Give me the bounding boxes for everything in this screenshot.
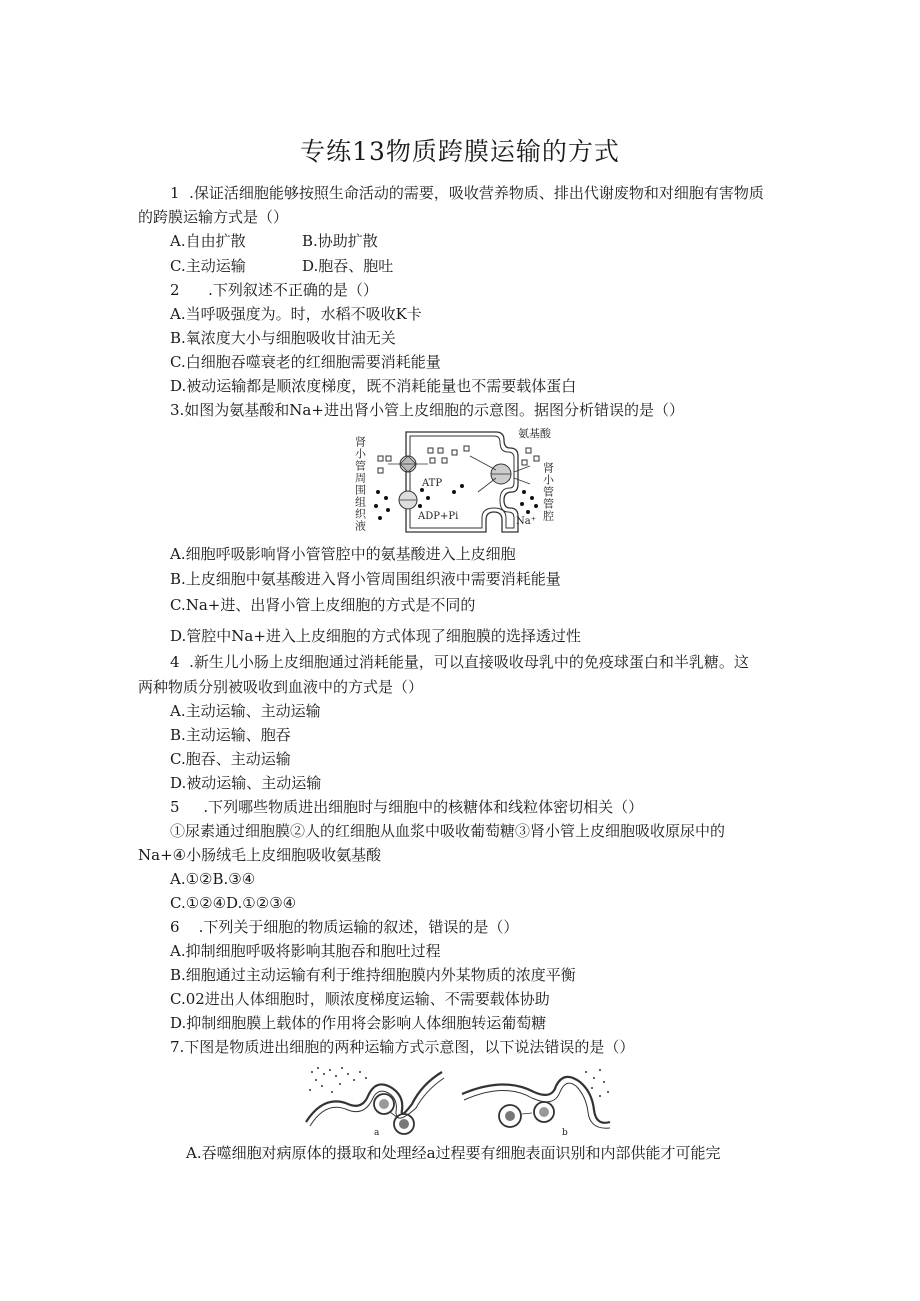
q4-option-c: C.胞吞、主动运输 [170,750,291,768]
q3-stem: 3.如图为氨基酸和Na+进出肾小管上皮细胞的示意图。据图分析错误的是（） [170,401,684,419]
q2-option-d: D.被动运输都是顺浓度梯度，既不消耗能量也不需要载体蛋白 [170,377,577,395]
endocytosis-exocytosis-figure [304,1064,616,1136]
q3-option-a: A.细胞呼吸影响肾小管管腔中的氨基酸进入上皮细胞 [170,545,516,563]
q5-options-ab: A.①②B.③④ [170,870,256,888]
q1-stem-line-1: 1 .保证活细胞能够按照生命活动的需要，吸收营养物质、排出代谢废物和对细胞有害物质 [170,184,764,202]
q4-option-b: B.主动运输、胞吞 [170,726,291,744]
q4-option-d: D.被动运输、主动运输 [170,774,322,792]
q2-stem: 2 .下列叙述不正确的是（） [170,281,378,299]
fig-a-drawing [306,1067,444,1138]
q5-options-cd: C.①②④D.①②③④ [170,894,297,912]
q1-option-a: A.自由扩散 [170,232,246,250]
fig-b-drawing [462,1069,610,1138]
q6-option-a: A.抑制细胞呼吸将影响其胞吞和胞吐过程 [170,942,441,960]
fig-b-label: b [562,1128,568,1138]
q7-stem: 7.下图是物质进出细胞的两种运输方式示意图，以下说法错误的是（） [170,1038,635,1056]
fig-right-label: 肾小管管腔 [541,462,555,522]
q1-option-d: D.胞吞、胞吐 [302,257,394,275]
q3-option-b: B.上皮细胞中氨基酸进入肾小管周围组织液中需要消耗能量 [170,570,561,588]
q4-stem-line-1: 4 .新生儿小肠上皮细胞通过消耗能量，可以直接吸收母乳中的免疫球蛋白和半乳糖。这 [170,653,749,671]
kidney-tubule-cell-figure [353,426,563,538]
fig-left-label: 肾小管周围组织液 [353,436,367,532]
q6-stem: 6 .下列关于细胞的物质运输的叙述，错误的是（） [170,918,519,936]
q5-items-line-2: Na+④小肠绒毛上皮细胞吸收氨基酸 [138,846,382,864]
q6-option-c: C.02进出人体细胞时，顺浓度梯度运输、不需要载体协助 [170,990,550,1008]
q2-option-c: C.白细胞吞噬衰老的红细胞需要消耗能量 [170,353,441,371]
q5-stem: 5 .下列哪些物质进出细胞时与细胞中的核糖体和线粒体密切相关（） [170,798,644,816]
q6-option-b: B.细胞通过主动运输有利于维持细胞膜内外某物质的浓度平衡 [170,966,576,984]
fig-a-label: a [374,1128,380,1138]
q3-option-d: D.管腔中Na+进入上皮细胞的方式体现了细胞膜的选择透过性 [170,627,581,645]
q1-stem-line-2: 的跨膜运输方式是（） [138,208,289,226]
q2-option-a: A.当呼吸强度为。时，水稻不吸收K卡 [170,305,422,323]
fig-na-label: Na⁺ [516,516,536,527]
fig-atp-label: ATP [422,478,443,489]
q3-option-c: C.Na+进、出肾小管上皮细胞的方式是不同的 [170,596,476,614]
q5-items-line-1: ①尿素通过细胞膜②人的红细胞从血浆中吸收葡萄糖③肾小管上皮细胞吸收原尿中的 [170,822,726,840]
q7-option-a: A.吞噬细胞对病原体的摄取和处理经a过程要有细胞表面识别和内部供能才可能完 [186,1144,721,1162]
fig-amino-acid-label: 氨基酸 [518,427,551,440]
q1-option-b: B.协助扩散 [302,232,378,250]
fig-adp-label: ADP+Pi [418,511,459,522]
q6-option-d: D.抑制细胞膜上载体的作用将会影响人体细胞转运葡萄糖 [170,1014,547,1032]
q1-option-c: C.主动运输 [170,257,246,275]
page-title: 专练13物质跨膜运输的方式 [300,137,620,166]
q4-stem-line-2: 两种物质分别被吸收到血液中的方式是（） [138,678,424,696]
q2-option-b: B.氧浓度大小与细胞吸收甘油无关 [170,329,396,347]
q4-option-a: A.主动运输、主动运输 [170,702,321,720]
